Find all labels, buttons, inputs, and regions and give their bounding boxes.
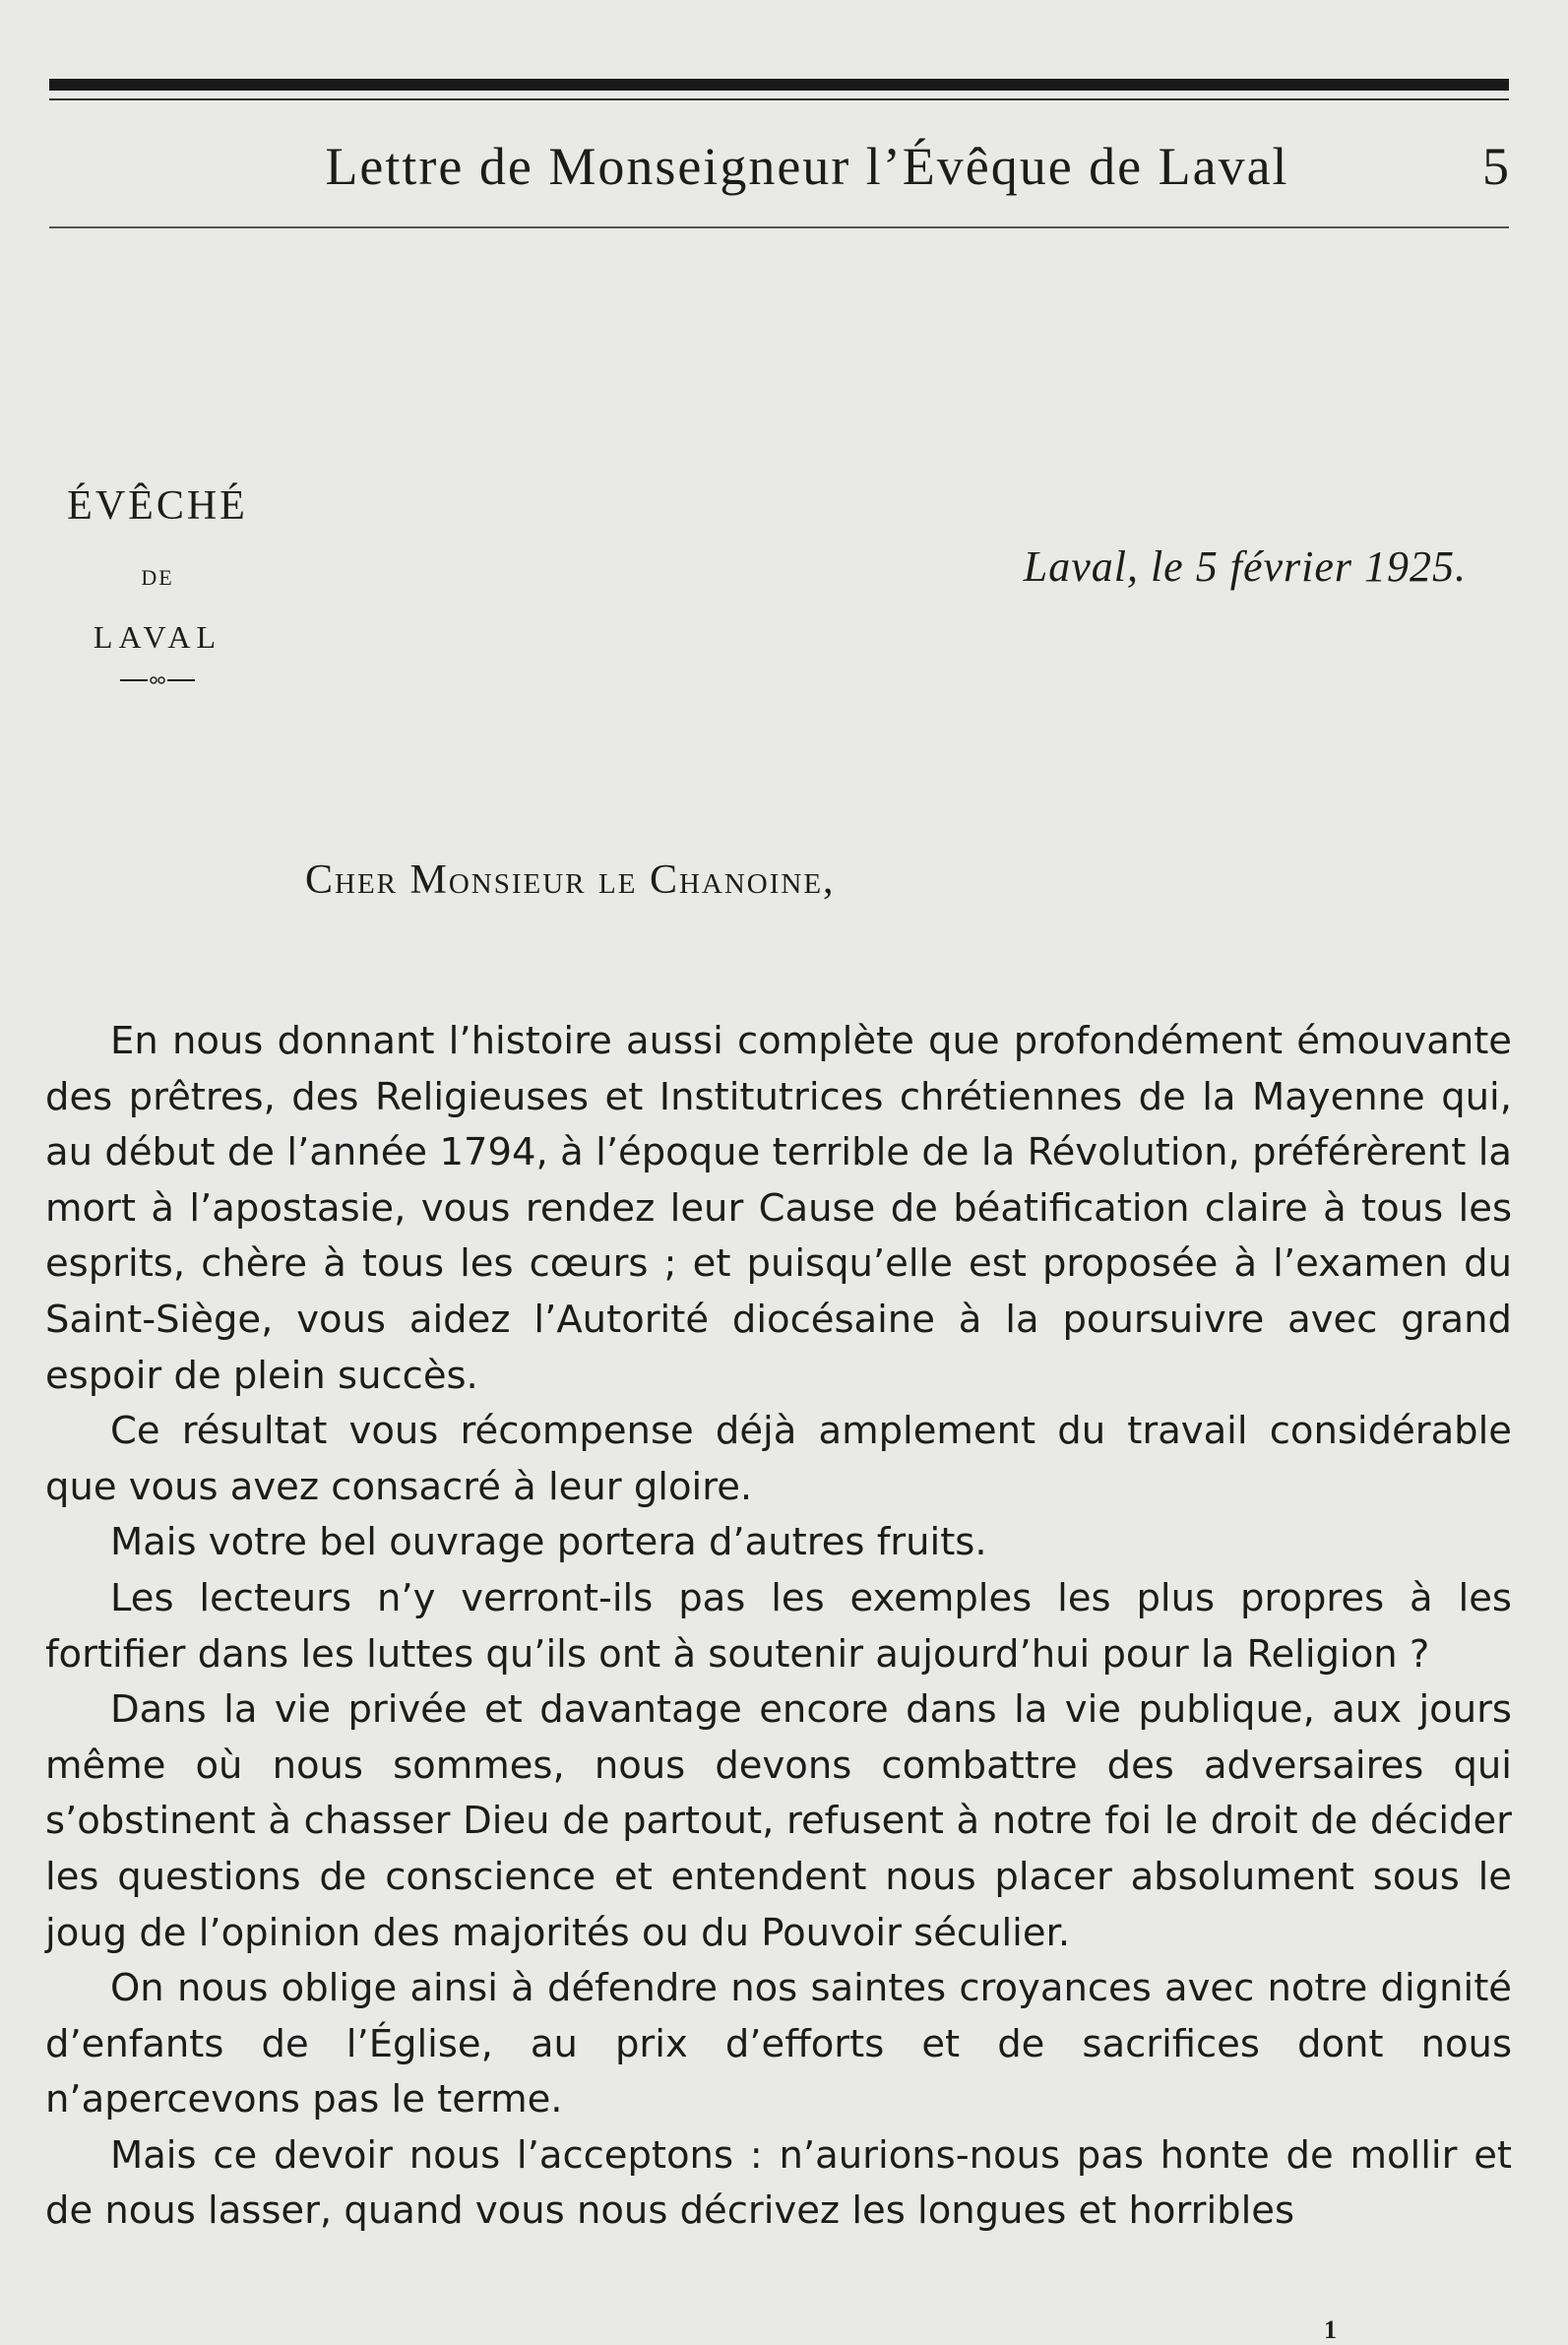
dateline: Laval, le 5 février 1925.: [1023, 542, 1467, 591]
letterhead: [39, 482, 276, 687]
ornament-icon: [118, 673, 197, 687]
paragraph: En nous donnant l’histoire aussi complète que profondément émouvante des prêtres, des Religieuses et Institutrices chrétiennes de la Mayenne qui, au début de l’année 1794, à l’époque terrible de la Révolution, préférèrent la mort à l’apostasie, vous rendez leur Cause de béatification claire à tous les esprits, chère à tous les cœurs ; et puisqu’elle est proposée à l’examen du Saint-Siège, vous aidez l’Autorité diocésaine à la poursuivre avec grand espoir de plein succès.: [45, 1019, 1512, 1398]
paragraph: Ce résultat vous récompense déjà amplement du travail considérable que vous avez consacré à leur gloire.: [45, 1409, 1512, 1509]
letterhead-line1: ÉVÊCHÉ: [67, 483, 248, 529]
header-underline-rule: [49, 226, 1509, 228]
signature-mark: 1: [1324, 2315, 1337, 2344]
paragraph: Les lecteurs n’y verront-ils pas les exemples les plus propres à les fortifier dans les luttes qu’ils ont à soutenir aujourd’hui pour la Religion ?: [45, 1575, 1512, 1677]
paragraph: Dans la vie privée et davantage encore dans la vie publique, aux jours même où nous sommes, nous devons combattre des adversaires qui s’obstinent à chasser Dieu de partout, refusent à notre foi le droit de décider les questions de conscience et entendent nous placer absolument sous le joug de l’opinion des majorités ou du Pouvoir séculier.: [45, 1687, 1512, 1955]
paragraph: Mais ce devoir nous l’acceptons : n’aurions-nous pas honte de mollir et de nous lasser, quand vous nous décrivez les longues et horribles: [45, 2132, 1512, 2234]
running-title: Lettre de Monseigneur l’Évêque de Laval: [325, 137, 1289, 196]
letterhead-line2: DE: [141, 565, 174, 590]
paragraph: Mais votre bel ouvrage portera d’autres fruits.: [110, 1520, 987, 1565]
letterhead-line3: LAVAL: [93, 619, 222, 655]
letter-body: [45, 1014, 1512, 2240]
top-thick-rule: [49, 79, 1509, 91]
top-thin-rule: [49, 98, 1509, 100]
salutation: Cher Monsieur le Chanoine,: [305, 857, 836, 903]
running-head: [49, 136, 1509, 205]
page-number: 5: [1482, 137, 1509, 196]
paragraph: On nous oblige ainsi à défendre nos saintes croyances avec notre dignité d’enfants de l’Église, au prix d’efforts et de sacrifices dont nous n’apercevons pas le terme.: [45, 1966, 1512, 2123]
